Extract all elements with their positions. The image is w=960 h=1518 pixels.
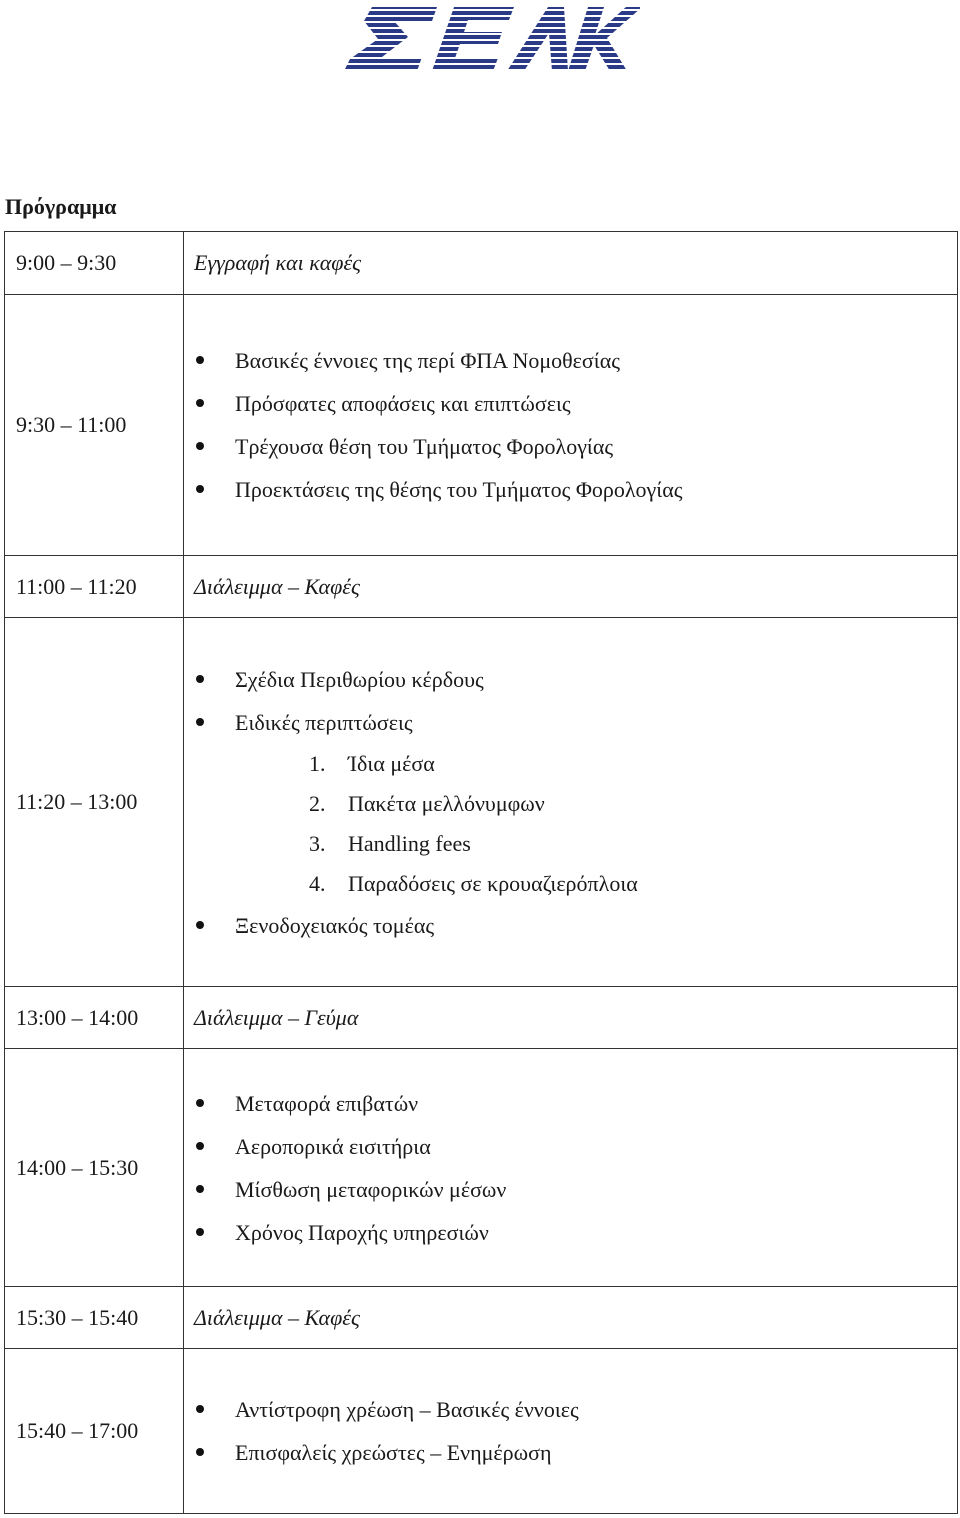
topic-item: Τρέχουσα θέση του Τμήματος Φορολογίας: [194, 425, 957, 468]
schedule-row: [5, 618, 958, 987]
topic-list: [194, 904, 957, 947]
topic-item: Μίσθωση μεταφορικών μέσων: [194, 1168, 957, 1211]
topic-item: Σχέδια Περιθωρίου κέρδους: [194, 658, 957, 701]
time-cell: 9:00 – 9:30: [5, 232, 184, 295]
schedule-row: [5, 1349, 958, 1514]
subtopic-item: 4. Παραδόσεις σε κρουαζιερόπλοια: [309, 870, 638, 896]
topic-list: [194, 1388, 957, 1474]
time-cell: 15:30 – 15:40: [5, 1287, 184, 1349]
schedule-row: [5, 987, 958, 1049]
bullet-icon: [196, 675, 204, 683]
time-cell: 13:00 – 14:00: [5, 987, 184, 1049]
schedule-table: [4, 231, 958, 1514]
topic-item: Ξενοδοχειακός τομέας: [194, 904, 957, 947]
topic-item: Πρόσφατες αποφάσεις και επιπτώσεις: [194, 382, 957, 425]
page-heading: Πρόγραμμα: [5, 194, 117, 219]
topic-item: Μεταφορά επιβατών: [194, 1082, 957, 1125]
subtopic-item: 1. Ίδια μέσα: [309, 750, 435, 776]
bullet-icon: [196, 921, 204, 929]
activity-cell: Διάλειμμα – Γεύμα: [184, 987, 958, 1049]
bullet-icon: [196, 1228, 204, 1236]
topic-item: Βασικές έννοιες της περί ΦΠΑ Νομοθεσίας: [194, 339, 957, 382]
time-cell: 14:00 – 15:30: [5, 1049, 184, 1287]
subtopic-list: [194, 744, 957, 904]
schedule-row: [5, 556, 958, 618]
topic-list: [194, 658, 957, 744]
bullet-icon: [196, 1142, 204, 1150]
topic-list: [194, 339, 957, 511]
topic-item: Επισφαλείς χρεώστες – Ενημέρωση: [194, 1431, 957, 1474]
schedule-row: [5, 1049, 958, 1287]
topic-item: Προεκτάσεις της θέσης του Τμήματος Φορολογίας: [194, 468, 957, 511]
topic-item: Χρόνος Παροχής υπηρεσιών: [194, 1211, 957, 1254]
topics-cell: [184, 295, 958, 556]
activity-cell: Εγγραφή και καφές: [184, 232, 958, 295]
schedule-row: [5, 232, 958, 295]
bullet-icon: [196, 399, 204, 407]
subtopic-item: 2. Πακέτα μελλόνυμφων: [309, 790, 545, 816]
activity-cell: Διάλειμμα – Καφές: [184, 1287, 958, 1349]
bullet-icon: [196, 1448, 204, 1456]
bullet-icon: [196, 356, 204, 364]
topics-cell: [184, 1349, 958, 1514]
topic-item: Αεροπορικά εισιτήρια: [194, 1125, 957, 1168]
topic-item: Αντίστροφη χρέωση – Βασικές έννοιες: [194, 1388, 957, 1431]
time-cell: 11:00 – 11:20: [5, 556, 184, 618]
bullet-icon: [196, 1185, 204, 1193]
bullet-icon: [196, 718, 204, 726]
bullet-icon: [196, 442, 204, 450]
selk-logo: [342, 5, 640, 71]
schedule-row: [5, 295, 958, 556]
bullet-icon: [196, 1405, 204, 1413]
schedule-row: [5, 1287, 958, 1349]
topics-cell: [184, 618, 958, 987]
time-cell: 11:20 – 13:00: [5, 618, 184, 987]
bullet-icon: [196, 485, 204, 493]
topic-item: Ειδικές περιπτώσεις: [194, 701, 957, 744]
topic-list: [194, 1082, 957, 1254]
time-cell: 9:30 – 11:00: [5, 295, 184, 556]
time-cell: 15:40 – 17:00: [5, 1349, 184, 1514]
bullet-icon: [196, 1099, 204, 1107]
activity-cell: Διάλειμμα – Καφές: [184, 556, 958, 618]
topics-cell: [184, 1049, 958, 1287]
subtopic-item: 3. Handling fees: [309, 830, 471, 856]
